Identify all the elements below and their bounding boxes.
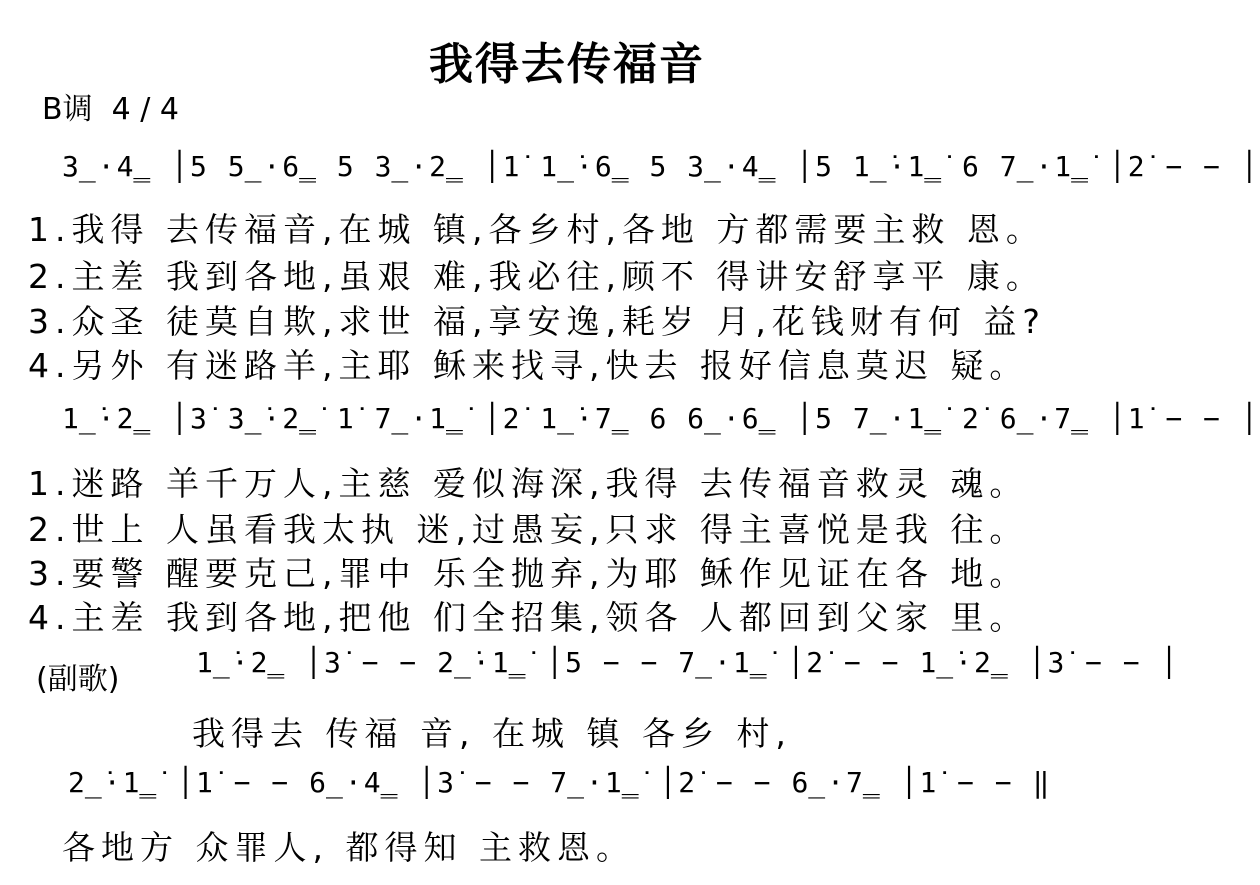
chorus-label: (副歌) [36, 662, 120, 697]
song-title: 我得去传福音 [429, 39, 705, 90]
verse-notation-line-1: 3̲·4̳ │5 5̲·6̳ 5 3̲·2̳ │1̇ 1̲̇·6̳ 5 3̲·4̳ │5 1̲̇·1̳̇ 6 7̲·1̳̇ │2̇ − − │ [62, 150, 1260, 183]
verse-notation-line-2: 1̲̇·2̳ │3̇ 3̲̇·2̳̇ 1̇ 7̲·1̳̇ │2̇ 1̲̇·7̳ 6 6̲·6̳ │5 7̲·1̳̇ 2̇ 6̲·7̳ │1̇ − − │ [62, 402, 1260, 435]
verse-lyric-line-4: 4.另外 有迷路羊,主耶 稣来找寻,快去 报好信息莫迟 疑。 [28, 346, 1029, 385]
chorus-lyric-line-2: 各地方 众罪人, 都得知 主救恩。 [62, 828, 635, 867]
verse-lyric-line-5: 1.迷路 羊千万人,主慈 爱似海深,我得 去传福音救灵 魂。 [28, 464, 1029, 503]
verse-lyric-line-3: 3.众圣 徒莫自欺,求世 福,享安逸,耗岁 月,花钱财有何 益? [28, 302, 1046, 341]
verse-lyric-line-7: 3.要警 醒要克己,罪中 乐全抛弃,为耶 稣作见证在各 地。 [28, 554, 1029, 593]
chorus-notation-line-2: 2̲̇·1̳̇ │1̇ − − 6̲·4̳ │3̇ − − 7̲·1̳̇ │2̇ − − 6̲·7̳ │1̇ − − ‖ [68, 766, 1052, 799]
verse-lyric-line-8: 4.主差 我到各地,把他 们全招集,领各 人都回到父家 里。 [28, 598, 1029, 637]
verse-lyric-line-1: 1.我得 去传福音,在城 镇,各乡村,各地 方都需要主救 恩。 [28, 210, 1045, 249]
key-signature: B调 4 / 4 [42, 92, 180, 127]
chorus-lyric-line-1: 我得去 传福 音, 在城 镇 各乡 村, [192, 714, 792, 753]
verse-lyric-line-6: 2.世上 人虽看我太执 迷,过愚妄,只求 得主喜悦是我 往。 [28, 510, 1029, 549]
chorus-notation-line-1: 1̲̇·2̳ │3̇ − − 2̲̇·1̳̇ │5 − − 7̲·1̳̇ │2̇ − − 1̲̇·2̳ │3̇ − − │ [196, 646, 1180, 679]
verse-lyric-line-2: 2.主差 我到各地,虽艰 难,我必往,顾不 得讲安舒享平 康。 [28, 257, 1045, 296]
